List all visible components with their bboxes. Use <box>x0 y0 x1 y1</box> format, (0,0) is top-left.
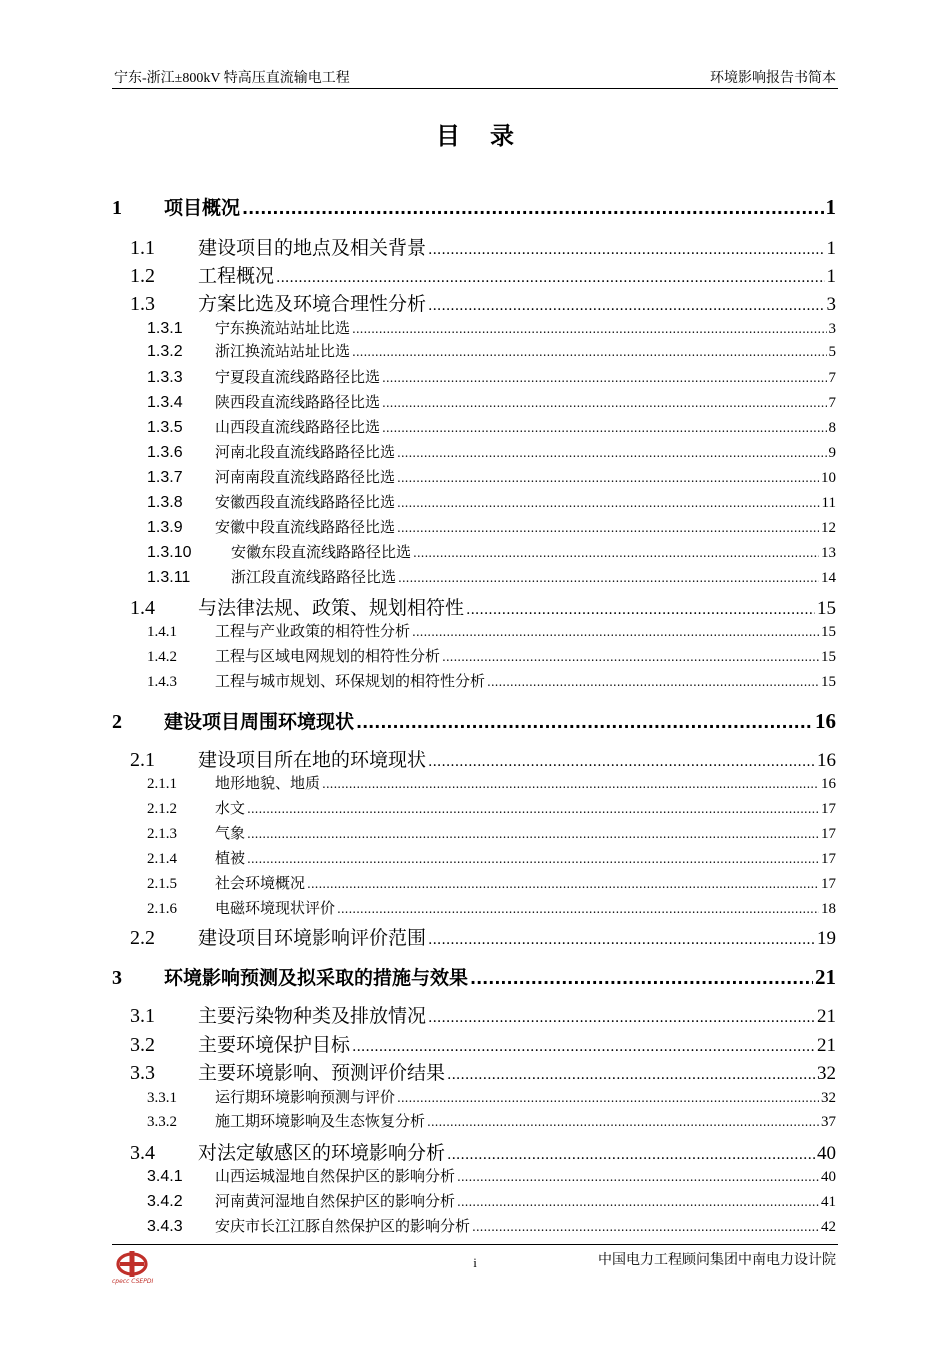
toc-entry-number: 3.4.3 <box>147 1218 183 1235</box>
toc-dot-leader <box>398 571 819 585</box>
toc-entry-1-3-10[interactable] <box>147 541 836 562</box>
toc-dot-leader <box>397 471 819 485</box>
toc-entry-label: 工程概况 <box>198 265 275 287</box>
toc-entry-number: 1.3.4 <box>147 394 183 411</box>
toc-entry-page: 21 <box>817 1035 836 1056</box>
toc-entry-1-3-6[interactable] <box>147 441 836 462</box>
toc-entry-label: 电磁环境现状评价 <box>215 899 336 917</box>
toc-entry-page: 3 <box>828 321 836 337</box>
toc-entry-2-1-4[interactable] <box>147 847 836 868</box>
toc-entry-number: 1.3.2 <box>147 343 183 360</box>
toc-entry-label: 建设项目所在地的环境现状 <box>198 749 427 771</box>
toc-entry-label: 河南南段直流线路路径比选 <box>215 468 396 486</box>
toc-entry-page: 1 <box>826 238 836 259</box>
toc-entry-2-2[interactable] <box>130 923 836 950</box>
toc-entry-page: 15 <box>821 674 836 690</box>
toc-entry-2[interactable] <box>112 707 836 734</box>
toc-entry-1-4-2[interactable] <box>147 645 836 666</box>
toc-dot-leader <box>337 902 819 916</box>
toc-dot-leader <box>397 446 826 460</box>
toc-entry-label: 对法定敏感区的环境影响分析 <box>198 1142 446 1164</box>
toc-entry-1-3-2[interactable] <box>147 340 836 361</box>
toc-entry-3-4-2[interactable] <box>147 1190 836 1211</box>
toc-entry-number: 1.3.11 <box>147 569 191 586</box>
toc-entry-label: 水文 <box>215 799 246 817</box>
toc-entry-number: 1.4 <box>130 597 155 619</box>
toc-entry-2-1-5[interactable] <box>147 872 836 893</box>
toc-entry-number: 3 <box>112 967 122 989</box>
toc-dot-leader <box>356 713 813 732</box>
toc-entry-1-4-3[interactable] <box>147 670 836 691</box>
toc-dot-leader <box>427 1115 819 1129</box>
toc-dot-leader <box>276 270 824 286</box>
toc-entry-page: 32 <box>817 1063 836 1084</box>
toc-dot-leader <box>322 777 819 791</box>
toc-entry-3-4[interactable] <box>130 1138 836 1165</box>
page-title: 目录 <box>436 122 544 150</box>
toc-entry-number: 3.4.1 <box>147 1168 183 1185</box>
toc-entry-page: 17 <box>821 826 836 842</box>
toc-entry-label: 工程与城市规划、环保规划的相符性分析 <box>215 672 486 690</box>
toc-entry-1-3[interactable] <box>130 289 836 316</box>
toc-entry-1-3-3[interactable] <box>147 366 836 387</box>
toc-entry-label: 安庆市长江江豚自然保护区的影响分析 <box>215 1217 471 1235</box>
toc-entry-1-1[interactable] <box>130 233 836 260</box>
toc-entry-label: 河南黄河湿地自然保护区的影响分析 <box>215 1192 456 1210</box>
toc-dot-leader <box>447 1147 815 1163</box>
toc-entry-3-4-3[interactable] <box>147 1215 836 1236</box>
toc-entry-number: 2.1.1 <box>147 776 177 792</box>
toc-entry-1-3-11[interactable] <box>147 566 836 587</box>
toc-entry-number: 3.3.2 <box>147 1114 177 1130</box>
toc-entry-label: 社会环境概况 <box>215 874 306 892</box>
toc-entry-2-1-3[interactable] <box>147 822 836 843</box>
logo-caption: cpecc CSEPDI <box>112 1278 154 1285</box>
toc-entry-1-3-1[interactable] <box>147 317 836 338</box>
toc-dot-leader <box>472 1220 819 1234</box>
toc-entry-label: 山西运城湿地自然保护区的影响分析 <box>215 1167 456 1185</box>
toc-entry-3-3[interactable] <box>130 1058 836 1085</box>
toc-entry-label: 宁东换流站站址比选 <box>215 319 351 337</box>
toc-entry-label: 项目概况 <box>164 197 241 219</box>
toc-entry-label: 与法律法规、政策、规划相符性 <box>198 597 465 619</box>
toc-entry-number: 1.2 <box>130 265 155 287</box>
toc-entry-number: 1.3 <box>130 293 155 315</box>
toc-dot-leader <box>487 675 819 689</box>
toc-entry-1-2[interactable] <box>130 261 836 288</box>
toc-entry-2-1-2[interactable] <box>147 797 836 818</box>
toc-entry-page: 3 <box>826 294 836 315</box>
toc-entry-1-3-5[interactable] <box>147 416 836 437</box>
toc-entry-label: 气象 <box>215 824 246 842</box>
toc-entry-label: 环境影响预测及拟采取的措施与效果 <box>164 967 469 989</box>
toc-entry-label: 工程与区域电网规划的相符性分析 <box>215 647 441 665</box>
toc-entry-label: 主要环境保护目标 <box>198 1034 351 1056</box>
toc-entry-page: 10 <box>821 470 836 486</box>
toc-entry-number: 3.4.2 <box>147 1193 183 1210</box>
toc-dot-leader <box>428 932 815 948</box>
toc-entry-3-1[interactable] <box>130 1001 836 1028</box>
toc-entry-number: 3.1 <box>130 1005 155 1027</box>
toc-entry-number: 2.1.5 <box>147 876 177 892</box>
toc-entry-label: 施工期环境影响及生态恢复分析 <box>215 1112 426 1130</box>
toc-entry-label: 建设项目环境影响评价范围 <box>198 927 427 949</box>
toc-entry-label: 安徽中段直流线路路径比选 <box>215 518 396 536</box>
toc-entry-page: 7 <box>828 395 836 411</box>
toc-entry-1-3-4[interactable] <box>147 391 836 412</box>
toc-dot-leader <box>247 827 819 841</box>
footer-organization: 中国电力工程顾问集团中南电力设计院 <box>598 1252 836 1268</box>
toc-dot-leader <box>428 1010 815 1026</box>
toc-entry-label: 浙江段直流线路路径比选 <box>231 568 397 586</box>
toc-entry-number: 1.3.9 <box>147 519 183 536</box>
toc-entry-page: 12 <box>821 520 836 536</box>
toc-dot-leader <box>352 345 826 359</box>
toc-entry-page: 21 <box>817 1006 836 1027</box>
toc-entry-page: 18 <box>821 901 836 917</box>
toc-entry-number: 2.1.4 <box>147 851 177 867</box>
toc-entry-number: 1.3.6 <box>147 444 183 461</box>
toc-entry-label: 方案比选及环境合理性分析 <box>198 293 427 315</box>
toc-dot-leader <box>352 322 826 336</box>
toc-entry-page: 15 <box>817 598 836 619</box>
toc-entry-number: 3.2 <box>130 1034 155 1056</box>
toc-entry-page: 21 <box>815 965 836 989</box>
toc-entry-label: 浙江换流站站址比选 <box>215 342 351 360</box>
toc-entry-3-3-1[interactable] <box>147 1086 836 1107</box>
toc-entry-1[interactable] <box>112 193 836 220</box>
toc-entry-number: 1.4.2 <box>147 649 177 665</box>
toc-entry-page: 14 <box>821 570 836 586</box>
toc-entry-number: 1.4.1 <box>147 624 177 640</box>
toc-entry-number: 2.2 <box>130 927 155 949</box>
toc-entry-page: 19 <box>817 928 836 949</box>
toc-dot-leader <box>397 1091 819 1105</box>
toc-dot-leader <box>412 625 819 639</box>
toc-entry-number: 2.1.6 <box>147 901 177 917</box>
toc-dot-leader <box>247 852 819 866</box>
toc-entry-number: 1.3.3 <box>147 369 183 386</box>
toc-entry-label: 主要环境影响、预测评价结果 <box>198 1062 446 1084</box>
toc-entry-1-4-1[interactable] <box>147 620 836 641</box>
toc-entry-3-2[interactable] <box>130 1030 836 1057</box>
toc-dot-leader <box>470 969 813 988</box>
toc-entry-3[interactable] <box>112 963 836 990</box>
toc-entry-label: 建设项目周围环境现状 <box>164 711 355 733</box>
toc-dot-leader <box>382 371 826 385</box>
toc-entry-page: 1 <box>825 195 836 219</box>
toc-entry-label: 陕西段直流线路路径比选 <box>215 393 381 411</box>
toc-dot-leader <box>397 521 819 535</box>
toc-entry-number: 3.3 <box>130 1062 155 1084</box>
toc-entry-number: 1.3.10 <box>147 544 192 561</box>
toc-entry-number: 2.1.2 <box>147 801 177 817</box>
toc-entry-number: 3.3.1 <box>147 1090 177 1106</box>
toc-entry-label: 地形地貌、地质 <box>215 774 321 792</box>
toc-entry-page: 16 <box>817 750 836 771</box>
toc-entry-label: 主要污染物种类及排放情况 <box>198 1005 427 1027</box>
toc-entry-1-3-9[interactable] <box>147 516 836 537</box>
toc-dot-leader <box>307 877 819 891</box>
toc-dot-leader <box>428 298 824 314</box>
toc-entry-page: 42 <box>821 1219 836 1235</box>
toc-dot-leader <box>447 1067 815 1083</box>
toc-entry-page: 11 <box>821 495 836 511</box>
toc-entry-label: 安徽东段直流线路路径比选 <box>231 543 412 561</box>
toc-entry-1-4[interactable] <box>130 593 836 620</box>
toc-dot-leader <box>352 1039 815 1055</box>
toc-entry-page: 32 <box>821 1090 836 1106</box>
toc-entry-page: 40 <box>821 1169 836 1185</box>
toc-entry-label: 安徽西段直流线路路径比选 <box>215 493 396 511</box>
toc-entry-number: 1.3.5 <box>147 419 183 436</box>
toc-entry-page: 16 <box>821 776 836 792</box>
toc-dot-leader <box>428 754 815 770</box>
toc-entry-page: 8 <box>828 420 836 436</box>
header-project-title: 宁东-浙江±800kV 特高压直流输电工程 <box>114 71 350 86</box>
toc-entry-number: 1.3.7 <box>147 469 183 486</box>
toc-entry-page: 9 <box>828 445 836 461</box>
toc-entry-1-3-8[interactable] <box>147 491 836 512</box>
toc-entry-label: 运行期环境影响预测与评价 <box>215 1088 396 1106</box>
toc-dot-leader <box>457 1195 819 1209</box>
toc-entry-page: 37 <box>821 1114 836 1130</box>
toc-entry-page: 17 <box>821 876 836 892</box>
toc-dot-leader <box>466 602 815 618</box>
toc-entry-1-3-7[interactable] <box>147 466 836 487</box>
footer-divider <box>112 1244 838 1245</box>
toc-entry-page: 5 <box>828 344 836 360</box>
toc-entry-number: 2.1.3 <box>147 826 177 842</box>
toc-dot-leader <box>413 546 819 560</box>
toc-entry-3-3-2[interactable] <box>147 1110 836 1131</box>
toc-entry-page: 41 <box>821 1194 836 1210</box>
toc-entry-number: 1.3.8 <box>147 494 183 511</box>
toc-entry-page: 7 <box>828 370 836 386</box>
toc-entry-label: 植被 <box>215 849 246 867</box>
toc-entry-page: 17 <box>821 801 836 817</box>
header-document-type: 环境影响报告书简本 <box>710 71 836 86</box>
toc-entry-3-4-1[interactable] <box>147 1165 836 1186</box>
toc-entry-page: 40 <box>817 1143 836 1164</box>
toc-entry-2-1-6[interactable] <box>147 897 836 918</box>
toc-dot-leader <box>442 650 819 664</box>
toc-entry-page: 15 <box>821 624 836 640</box>
toc-entry-label: 建设项目的地点及相关背景 <box>198 237 427 259</box>
toc-dot-leader <box>397 496 820 510</box>
toc-entry-number: 2.1 <box>130 749 155 771</box>
toc-entry-label: 河南北段直流线路路径比选 <box>215 443 396 461</box>
toc-entry-number: 1.1 <box>130 237 155 259</box>
toc-dot-leader <box>382 396 826 410</box>
toc-entry-label: 工程与产业政策的相符性分析 <box>215 622 411 640</box>
toc-entry-number: 1.4.3 <box>147 674 177 690</box>
toc-dot-leader <box>247 802 819 816</box>
page-number: i <box>473 1255 477 1270</box>
toc-entry-page: 13 <box>821 545 836 561</box>
toc-entry-page: 17 <box>821 851 836 867</box>
toc-entry-page: 1 <box>826 266 836 287</box>
toc-dot-leader <box>382 421 826 435</box>
toc-entry-number: 1 <box>112 197 122 219</box>
toc-entry-2-1-1[interactable] <box>147 772 836 793</box>
toc-entry-number: 1.3.1 <box>147 320 183 337</box>
toc-dot-leader <box>242 199 823 218</box>
toc-entry-page: 16 <box>815 709 836 733</box>
toc-entry-page: 15 <box>821 649 836 665</box>
toc-entry-number: 3.4 <box>130 1142 155 1164</box>
toc-entry-number: 2 <box>112 711 122 733</box>
toc-dot-leader <box>428 242 824 258</box>
toc-entry-2-1[interactable] <box>130 745 836 772</box>
toc-dot-leader <box>457 1170 819 1184</box>
toc-entry-label: 山西段直流线路路径比选 <box>215 418 381 436</box>
toc-entry-label: 宁夏段直流线路路径比选 <box>215 368 381 386</box>
